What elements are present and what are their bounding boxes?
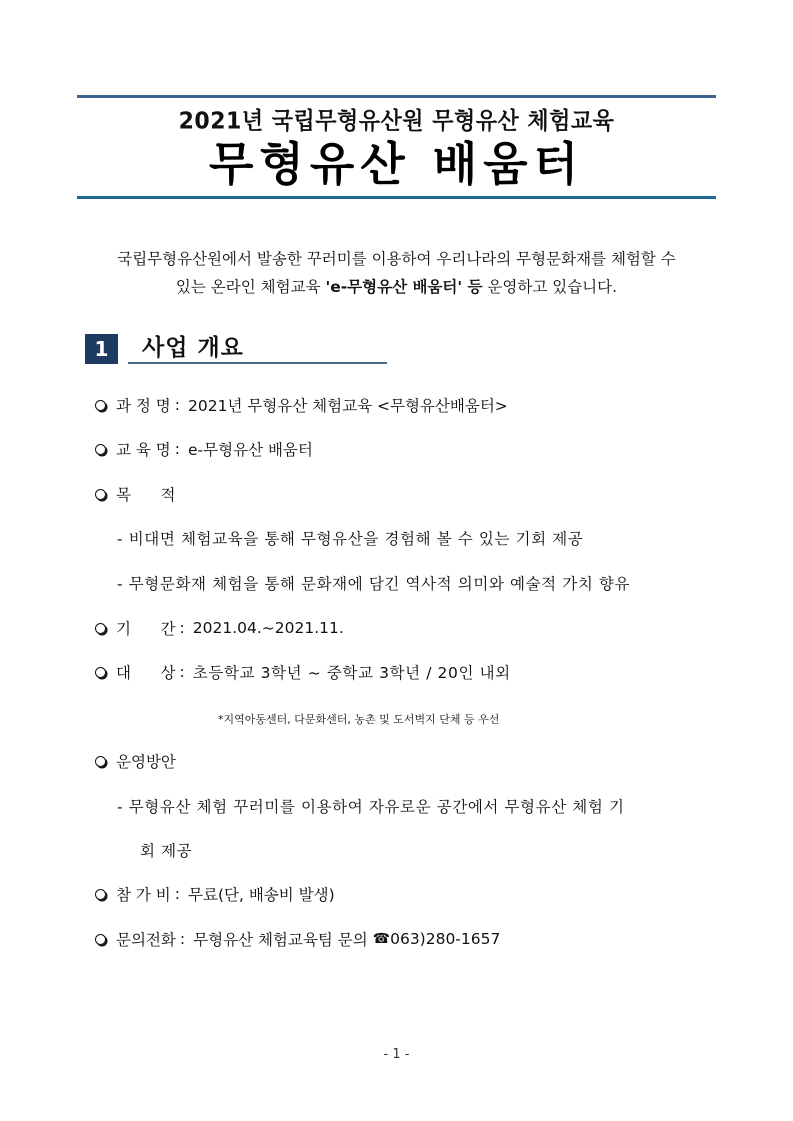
purpose-detail-2: - 무형문화재 체험을 통해 문화재에 담긴 역사적 의미와 예술적 가치 향유 [117, 575, 631, 593]
section-number-badge: 1 [85, 334, 118, 364]
intro-line-1: 국립무형유산원에서 발송한 꾸러미를 이용하여 우리나라의 무형문화재를 체험할 수 [117, 250, 676, 268]
operation-detail-line-1: - 무형유산 체험 꾸러미를 이용하여 자유로운 공간에서 무형유산 체험 기 [117, 798, 625, 816]
intro-highlight: 'e-무형유산 배움터' 등 [325, 278, 483, 296]
item-fee [95, 883, 335, 905]
target-note: *지역아동센터, 다문화센터, 농촌 및 도서벽지 단체 등 우선 [218, 713, 500, 726]
item-education [95, 438, 313, 460]
colon: : [179, 619, 185, 637]
item-label: 기 간 [116, 620, 176, 638]
item-value: 2021.04.~2021.11. [192, 619, 344, 637]
phone-number: 063)280-1657 [390, 930, 501, 948]
intro-line-2-prefix: 있는 온라인 체험교육 [175, 278, 326, 296]
document-subtitle: 2021년 국립무형유산원 무형유산 체험교육 [178, 108, 615, 135]
item-value: 초등학교 3학년 ~ 중학교 3학년 / 20인 내외 [192, 664, 511, 682]
item-label: 교 육 명 [116, 441, 171, 459]
colon: : [179, 930, 186, 948]
document-title: 무형유산 배움터 [208, 137, 585, 191]
item-course [95, 394, 508, 416]
section-title: 사업 개요 [128, 334, 387, 364]
item-value: 2021년 무형유산 체험교육 <무형유산배움터> [188, 397, 508, 415]
colon: : [174, 885, 181, 903]
header-top-rule [77, 95, 716, 98]
header-bottom-rule [77, 196, 716, 199]
circle-bullet-icon [95, 400, 106, 411]
intro-paragraph [77, 245, 716, 301]
purpose-detail-1: - 비대면 체험교육을 통해 무형유산을 경험해 볼 수 있는 기회 제공 [117, 530, 584, 548]
colon: : [179, 663, 185, 681]
colon: : [174, 396, 181, 414]
circle-bullet-icon [95, 889, 106, 900]
item-contact [95, 928, 500, 950]
circle-bullet-icon [95, 489, 106, 500]
circle-bullet-icon [95, 756, 106, 767]
item-label: 문의전화 [116, 931, 176, 949]
item-operation [95, 750, 176, 772]
item-value: e-무형유산 배움터 [188, 441, 313, 459]
circle-bullet-icon [95, 623, 106, 634]
section-heading [85, 332, 387, 364]
item-target [95, 661, 511, 683]
operation-detail-line-2: 회 제공 [140, 842, 193, 860]
item-purpose [95, 483, 176, 505]
item-value: 무료(단, 배송비 발생) [188, 886, 335, 904]
item-period [95, 617, 344, 639]
circle-bullet-icon [95, 934, 106, 945]
item-label: 참 가 비 [116, 886, 171, 904]
circle-bullet-icon [95, 444, 106, 455]
circle-bullet-icon [95, 667, 106, 678]
colon: : [174, 440, 181, 458]
phone-icon: ☎ [372, 931, 391, 947]
intro-line-2-suffix: 운영하고 있습니다. [482, 278, 618, 296]
intro-line-2 [77, 273, 716, 301]
item-label: 대 상 [116, 664, 176, 682]
item-label: 과 정 명 [116, 397, 171, 415]
item-value: 무형유산 체험교육팀 문의 [193, 931, 373, 949]
item-label: 운영방안 [116, 753, 176, 771]
page-number: - 1 - [383, 1047, 410, 1062]
item-label: 목 적 [116, 486, 176, 504]
